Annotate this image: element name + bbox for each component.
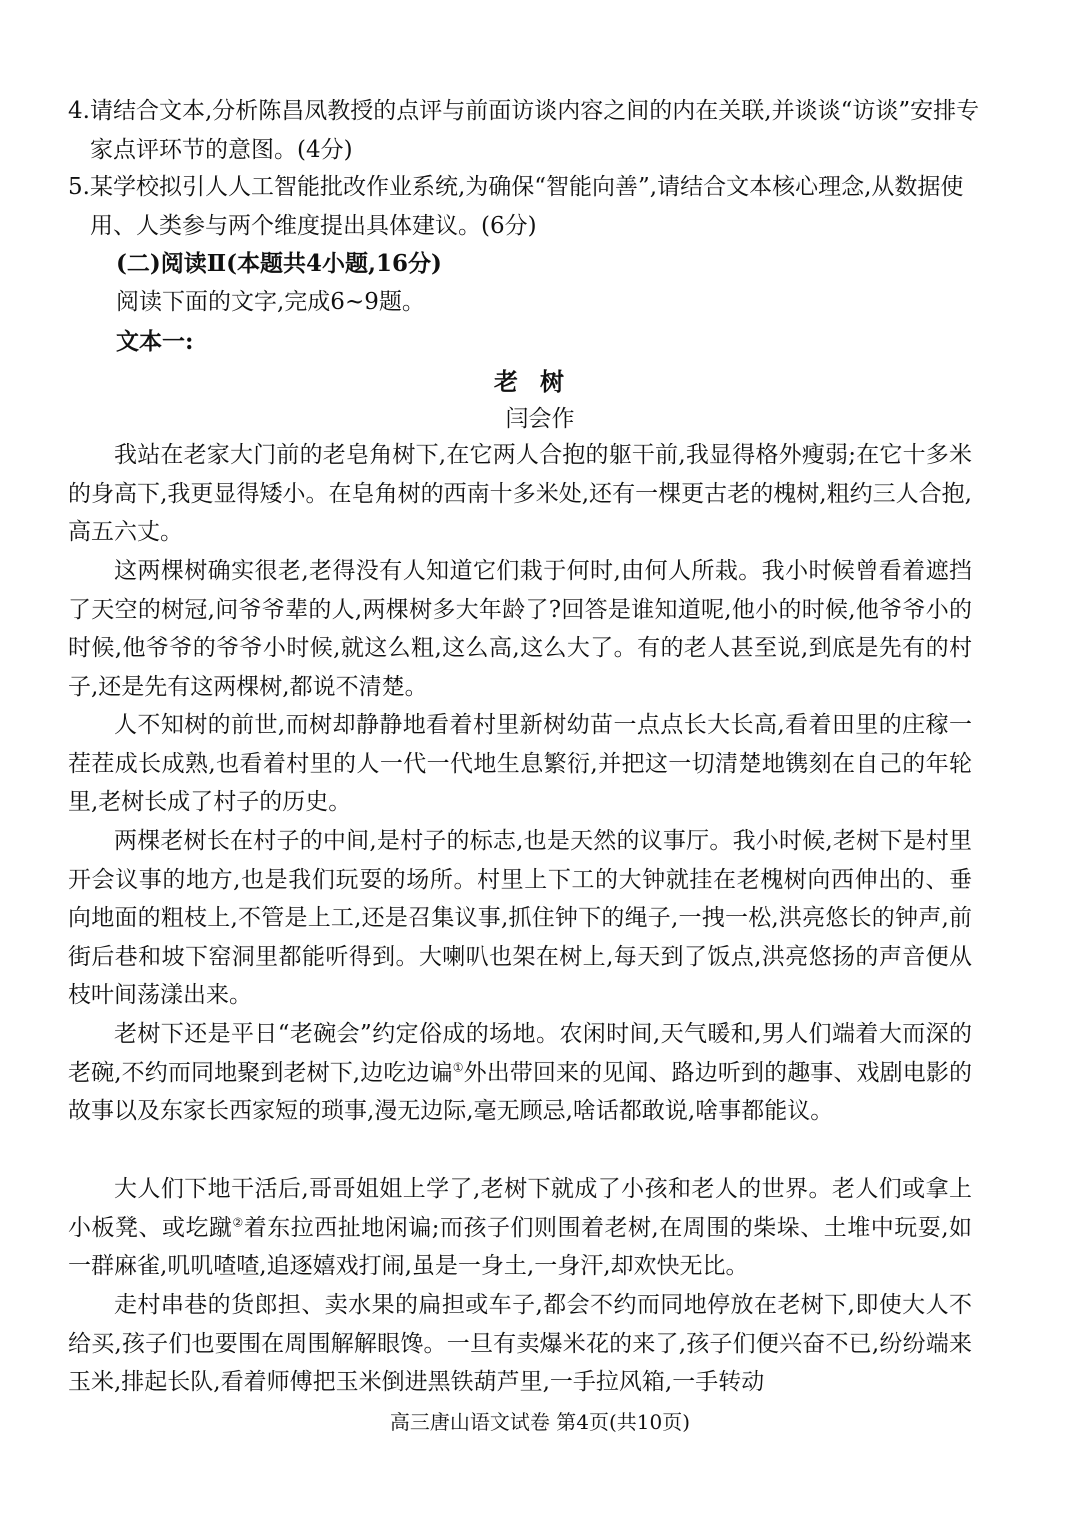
article-paragraph [68,1015,972,1131]
text-label: 文本一: [116,328,194,355]
footnote-marker: ② [232,1214,244,1229]
paragraph-text: 着东拉西扯地闲谝;而孩子们则围着老树,在周围的柴垛、土堆中玩耍,如一群麻雀,叽叽喳喳,追逐嬉戏打闹,虽是一身土,一身汗,却欢快无比。 [68,1214,973,1280]
section-heading: (二)阅读Ⅱ(本题共4小题,16分) [116,250,442,277]
article-paragraph: 两棵老树长在村子的中间,是村子的标志,也是天然的议事厅。我小时候,老树下是村里开会议事的地方,也是我们玩耍的场所。村里上下工的大钟就挂在老槐树向西伸出的、垂向地面的粗枝上,不管是上工,还是召集议事,抓住钟下的绳子,一拽一松,洪亮悠长的钟声,前街后巷和坡下窑洞里都能听得到。大喇叭也架在树上,每天到了饭点,洪亮悠扬的声音便从枝叶间荡漾出来。 [68,828,972,1009]
question-4: 4.请结合文本,分析陈昌凤教授的点评与前面访谈内容之间的内在关联,并谈谈“访谈”安排专家点评环节的意图。(4分) [68,98,980,163]
article-author: 闫会作 [505,406,575,432]
page-footer: 高三唐山语文试卷 第4页(共10页) [389,1410,691,1434]
question-5: 5.某学校拟引人人工智能批改作业系统,为确保“智能向善”,请结合文本核心理念,从数据使用、人类参与两个维度提出具体建议。(6分) [68,174,964,239]
paragraph-text: 老树下还是平日“老碗会”约定俗成的场地。农闲时间,天气暖和,男人们端着大而深的老碗,不约而同地聚到老树下,边吃边谝 [68,1021,972,1086]
article-paragraph [68,1170,972,1286]
paragraph-text: 外出带回来的见闻、路边听到的趣事、戏剧电影的故事以及东家长西家短的琐事,漫无边际,毫无顾忌,啥话都敢说,啥事都能议。 [68,1059,972,1125]
paragraph-text: 大人们下地干活后,哥哥姐姐上学了,老树下就成了小孩和老人的世界。老人们或拿上小板凳、或圪蹴 [68,1176,972,1241]
footnote-marker: ① [452,1059,464,1074]
article-paragraph: 走村串巷的货郎担、卖水果的扁担或车子,都会不约而同地停放在老树下,即使大人不给买,孩子们也要围在周围解解眼馋。一旦有卖爆米花的来了,孩子们便兴奋不已,纷纷端来玉米,排起长队,看着师傅把玉米倒进黑铁葫芦里,一手拉风箱,一手转动 [68,1292,972,1396]
section-instruction: 阅读下面的文字,完成6~9题。 [116,289,425,315]
article-title: 老树 [494,367,586,396]
article-paragraph: 我站在老家大门前的老皂角树下,在它两人合抱的躯干前,我显得格外瘦弱;在它十多米的身高下,我更显得矮小。在皂角树的西南十多米处,还有一棵更古老的槐树,粗约三人合抱,高五六丈。 [68,442,972,546]
article-paragraph: 人不知树的前世,而树却静静地看着村里新树幼苗一点点长大长高,看着田里的庄稼一茬茬成长成熟,也看着村里的人一代一代地生息繁衍,并把这一切清楚地镌刻在自己的年轮里,老树长成了村子的历史。 [68,712,972,816]
article-paragraph: 这两棵树确实很老,老得没有人知道它们栽于何时,由何人所栽。我小时候曾看着遮挡了天空的树冠,问爷爷辈的人,两棵树多大年龄了?回答是谁知道呢,他小的时候,他爷爷小的时候,他爷爷的爷爷小时候,就这么粗,这么高,这么大了。有的老人甚至说,到底是先有的村子,还是先有这两棵树,都说不清楚。 [68,558,972,700]
